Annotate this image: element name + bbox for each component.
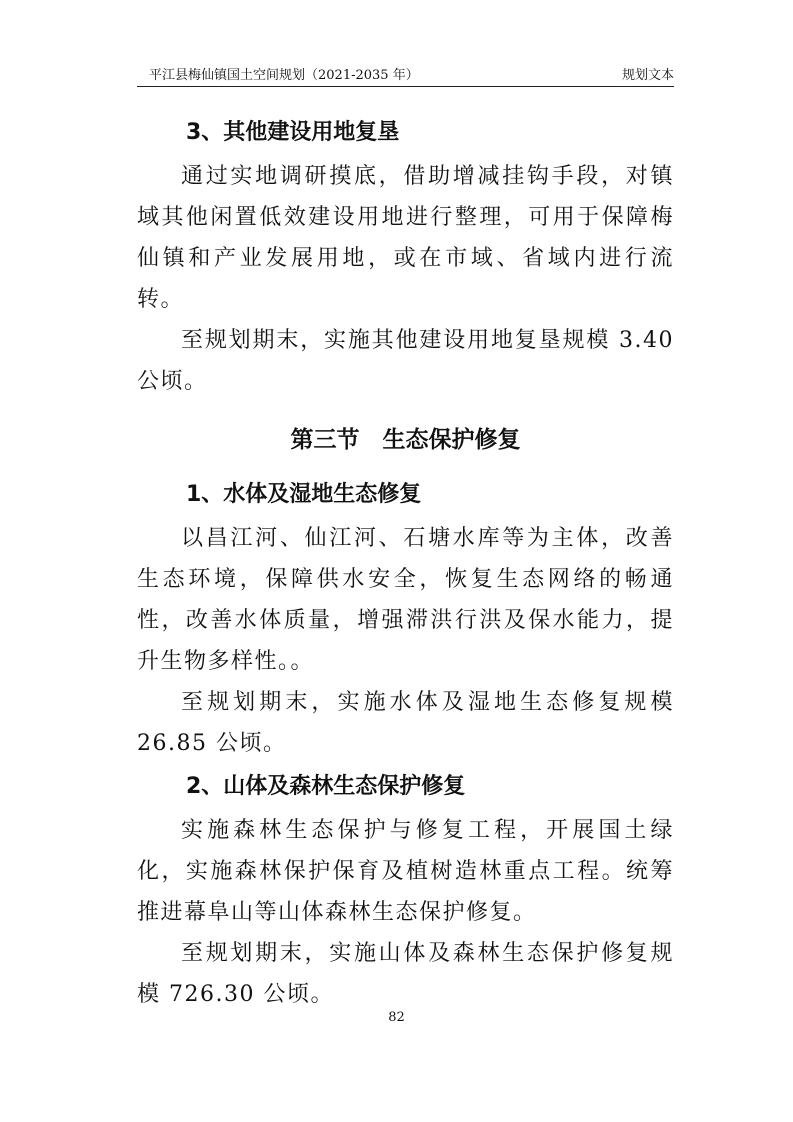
paragraph: 以昌江河、仙江河、石塘水库等为主体，改善生态环境，保障供水安全，恢复生态网络的畅通性，改善水体质量，增强滞洪行洪及保水能力，提升生物多样性。。 <box>137 526 674 674</box>
paragraph: 实施森林生态保护与修复工程，开展国土绿化，实施森林保护保育及植树造林重点工程。统筹推进幕阜山等山体森林生态保护修复。 <box>137 818 674 925</box>
paragraph: 至规划期末，实施其他建设用地复垦规模 3.40 公顷。 <box>137 328 674 394</box>
paragraph: 至规划期末，实施山体及森林生态保护修复规模 726.30 公顷。 <box>137 941 674 1007</box>
paragraph: 至规划期末，实施水体及湿地生态修复规模 26.85 公顷。 <box>137 690 674 756</box>
document-body <box>137 110 674 1015</box>
section-heading-other-land-reclamation: 3、其他建设用地复垦 <box>186 120 400 145</box>
paragraph: 通过实地调研摸底，借助增减挂钩手段，对镇域其他闲置低效建设用地进行整理，可用于保障梅仙镇和产业发展用地，或在市域、省域内进行流转。 <box>137 164 674 312</box>
section-heading-water-wetland: 1、水体及湿地生态修复 <box>186 482 422 507</box>
chapter-heading: 第三节 生态保护修复 <box>290 427 521 453</box>
page-header <box>137 60 674 87</box>
page-number: 82 <box>388 1010 405 1025</box>
section-heading-mountain-forest: 2、山体及森林生态保护修复 <box>186 774 466 799</box>
header-doc-type: 规划文本 <box>621 68 674 83</box>
header-title: 平江县梅仙镇国土空间规划（2021-2035 年） <box>149 68 419 83</box>
